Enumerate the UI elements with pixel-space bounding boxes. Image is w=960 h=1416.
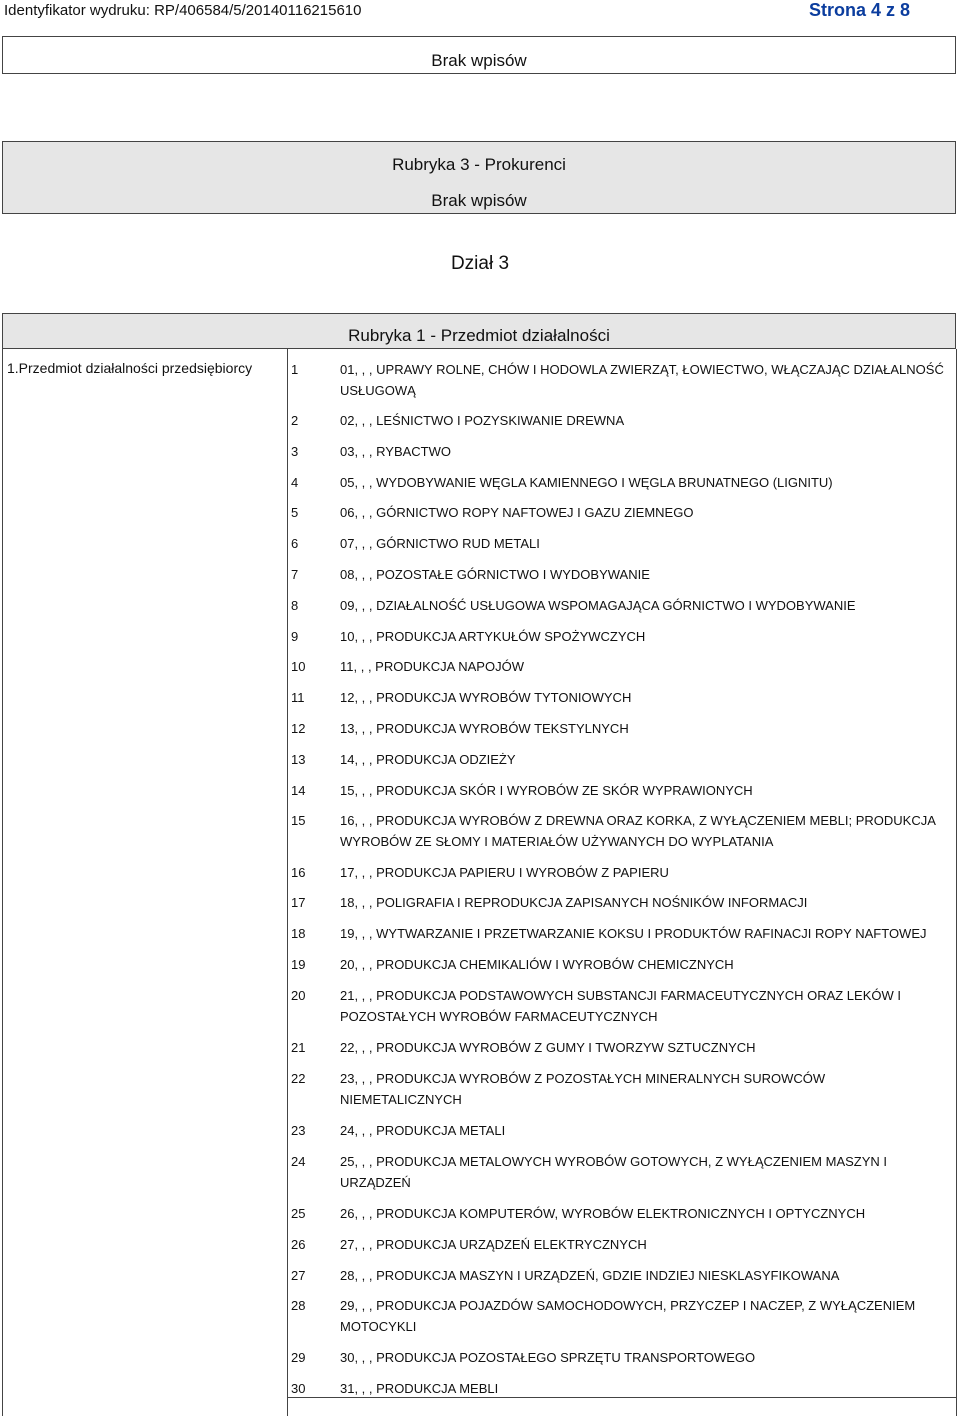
entry-text: 06, , , GÓRNICTWO ROPY NAFTOWEJ I GAZU ZIEMNEGO (340, 505, 694, 520)
entry-number: 3 (291, 444, 299, 459)
entry-number: 29 (291, 1350, 306, 1365)
entry-number: 7 (291, 567, 299, 582)
entry-number: 27 (291, 1268, 306, 1283)
entry-text: 25, , , PRODUKCJA METALOWYCH WYROBÓW GOTOWYCH, Z WYŁĄCZENIEM MASZYN I URZĄDZEŃ (340, 1154, 888, 1190)
entry-number: 22 (291, 1071, 306, 1086)
entry-text: 14, , , PRODUKCJA ODZIEŻY (340, 752, 516, 767)
entry-number: 20 (291, 988, 306, 1003)
entry-number: 2 (291, 413, 299, 428)
entry-text: 05, , , WYDOBYWANIE WĘGLA KAMIENNEGO I WĘGLA BRUNATNEGO (LIGNITU) (340, 475, 833, 490)
entry-text: 03, , , RYBACTWO (340, 444, 452, 459)
entry-number: 28 (291, 1298, 306, 1313)
field-label: 1.Przedmiot działalności przedsiębiorcy (7, 360, 253, 376)
entry-text: 27, , , PRODUKCJA URZĄDZEŃ ELEKTRYCZNYCH (340, 1237, 647, 1252)
entry-number: 16 (291, 865, 306, 880)
entry-text: 24, , , PRODUKCJA METALI (340, 1123, 506, 1138)
entry-number: 18 (291, 926, 306, 941)
page-number: Strona 4 z 8 (808, 0, 910, 20)
entry-number: 5 (291, 505, 299, 520)
rubric-1-title: Rubryka 1 - Przedmiot działalności (348, 326, 610, 345)
field-label-cell (2, 349, 288, 1416)
entry-text: 18, , , POLIGRAFIA I REPRODUKCJA ZAPISANYCH NOŚNIKÓW INFORMACJI (340, 895, 808, 910)
entry-number: 30 (291, 1381, 306, 1396)
entry-number: 9 (291, 629, 299, 644)
entry-text: 29, , , PRODUKCJA POJAZDÓW SAMOCHODOWYCH, PRZYCZEP I NACZEP, Z WYŁĄCZENIEM MOTOCYKLI (340, 1298, 916, 1334)
entry-number: 13 (291, 752, 306, 767)
entry-text: 22, , , PRODUKCJA WYROBÓW Z GUMY I TWORZYW SZTUCZNYCH (340, 1040, 756, 1055)
no-entries-text: Brak wpisów (431, 51, 527, 70)
entry-number: 1 (291, 362, 299, 377)
entry-text: 17, , , PRODUKCJA PAPIERU I WYROBÓW Z PAPIERU (340, 865, 669, 880)
entry-text: 12, , , PRODUKCJA WYROBÓW TYTONIOWYCH (340, 690, 632, 705)
print-identifier: Identyfikator wydruku: RP/406584/5/20140116215610 (4, 2, 362, 19)
entry-number: 17 (291, 895, 306, 910)
entry-number: 21 (291, 1040, 306, 1055)
entry-text: 28, , , PRODUKCJA MASZYN I URZĄDZEŃ, GDZIE INDZIEJ NIESKLASYFIKOWANA (340, 1268, 840, 1283)
entry-text: 10, , , PRODUKCJA ARTYKUŁÓW SPOŻYWCZYCH (340, 629, 646, 644)
entry-text: 08, , , POZOSTAŁE GÓRNICTWO I WYDOBYWANIE (340, 567, 650, 582)
entry-text: 09, , , DZIAŁALNOŚĆ USŁUGOWA WSPOMAGAJĄCA GÓRNICTWO I WYDOBYWANIE (340, 598, 856, 613)
no-entries-text: Brak wpisów (431, 191, 527, 210)
rubric-3-box (2, 141, 956, 214)
empty-entries-box (2, 36, 956, 74)
entry-text: 16, , , PRODUKCJA WYROBÓW Z DREWNA ORAZ KORKA, Z WYŁĄCZENIEM MEBLI; PRODUKCJA WYROBÓW ZE SŁOMY I MATERIAŁÓW UŻYWANYCH DO WYPLATANIA (340, 813, 936, 849)
entry-number: 25 (291, 1206, 306, 1221)
entry-text: 23, , , PRODUKCJA WYROBÓW Z POZOSTAŁYCH MINERALNYCH SUROWCÓW NIEMETALICZNYCH (340, 1071, 826, 1107)
entry-text: 21, , , PRODUKCJA PODSTAWOWYCH SUBSTANCJI FARMACEUTYCZNYCH ORAZ LEKÓW I POZOSTAŁYCH WYROBÓW FARMACEUTYCZNYCH (340, 988, 901, 1024)
table-border (288, 1397, 956, 1398)
entry-number: 4 (291, 475, 299, 490)
entry-number: 26 (291, 1237, 306, 1252)
entry-text: 13, , , PRODUKCJA WYROBÓW TEKSTYLNYCH (340, 721, 629, 736)
entry-text: 31, , , PRODUKCJA MEBLI (340, 1381, 499, 1396)
section-title: Dział 3 (450, 253, 510, 274)
rubric-1-header (2, 313, 956, 349)
entry-number: 14 (291, 783, 306, 798)
rubric-3-title: Rubryka 3 - Prokurenci (392, 155, 566, 174)
entry-text: 02, , , LEŚNICTWO I POZYSKIWANIE DREWNA (340, 413, 625, 428)
table-border (956, 349, 957, 1416)
entry-number: 12 (291, 721, 306, 736)
entry-number: 19 (291, 957, 306, 972)
entry-number: 11 (291, 690, 305, 705)
entry-number: 15 (291, 813, 306, 828)
entry-number: 23 (291, 1123, 306, 1138)
entry-text: 15, , , PRODUKCJA SKÓR I WYROBÓW ZE SKÓR WYPRAWIONYCH (340, 783, 753, 798)
entry-text: 01, , , UPRAWY ROLNE, CHÓW I HODOWLA ZWIERZĄT, ŁOWIECTWO, WŁĄCZAJĄC DZIAŁALNOŚĆ USŁUGOWĄ (340, 362, 944, 398)
entry-number: 10 (291, 659, 306, 674)
entry-number: 6 (291, 536, 299, 551)
entry-text: 19, , , WYTWARZANIE I PRZETWARZANIE KOKSU I PRODUKTÓW RAFINACJI ROPY NAFTOWEJ (340, 926, 927, 941)
entry-text: 30, , , PRODUKCJA POZOSTAŁEGO SPRZĘTU TRANSPORTOWEGO (340, 1350, 756, 1365)
entry-number: 8 (291, 598, 299, 613)
entry-text: 07, , , GÓRNICTWO RUD METALI (340, 536, 540, 551)
entry-text: 11, , , PRODUKCJA NAPOJÓW (340, 659, 524, 674)
entry-text: 26, , , PRODUKCJA KOMPUTERÓW, WYROBÓW ELEKTRONICZNYCH I OPTYCZNYCH (340, 1206, 866, 1221)
entry-number: 24 (291, 1154, 306, 1169)
entry-text: 20, , , PRODUKCJA CHEMIKALIÓW I WYROBÓW CHEMICZNYCH (340, 957, 734, 972)
